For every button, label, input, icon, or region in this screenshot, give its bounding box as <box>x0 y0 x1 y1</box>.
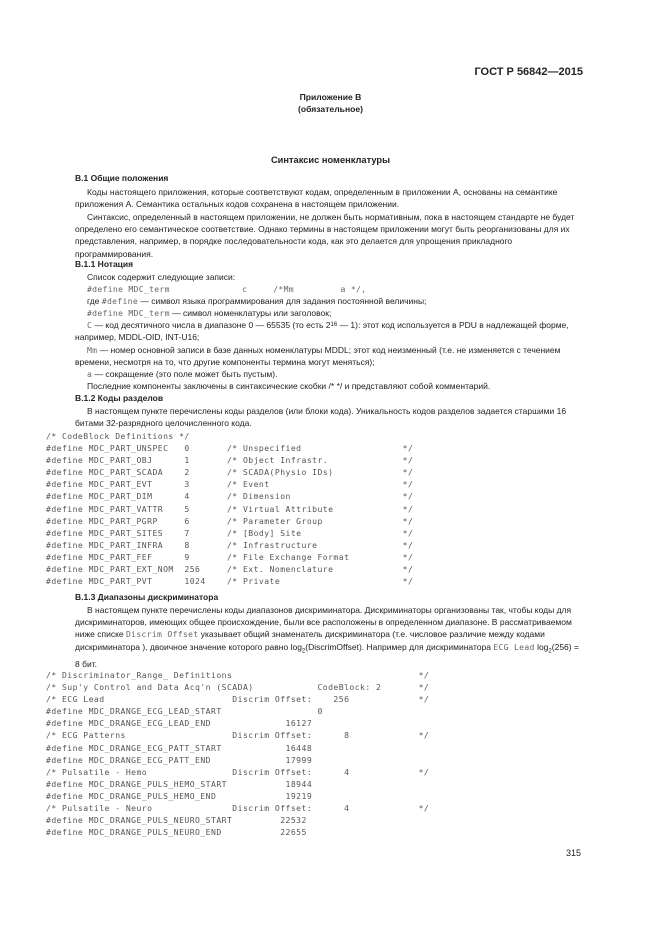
section-title: Синтаксис номенклатуры <box>270 155 391 165</box>
heading-b1: В.1 Общие положения <box>75 173 169 183</box>
code-line: #define MDC_DRANGE_ECG_PATT_END 17999 <box>46 754 313 765</box>
code-line: #define MDC_DRANGE_PULS_HEMO_START 18944 <box>46 778 313 789</box>
code-line: #define MDC_DRANGE_PULS_NEURO_START 22532 <box>46 815 307 826</box>
code-line: /* Sup'y Control and Data Acq'n (SCADA) CodeBlock: 2 */ <box>46 682 430 693</box>
code-define: #define <box>101 296 138 306</box>
code-line: #define MDC_PART_DIM 4 /* Dimension */ <box>46 491 414 502</box>
code-mm: Mm <box>87 345 98 355</box>
code-line: #define MDC_PART_INFRA 8 /* Infrastructure */ <box>46 539 414 550</box>
mm-desc <box>75 344 582 368</box>
code-line: #define MDC_PART_SCADA 2 /* SCADA(Physio IDs) */ <box>46 467 414 478</box>
appendix-status: (обязательное) <box>297 104 364 114</box>
b11-intro: Список содержит следующие записи: <box>87 272 236 282</box>
b13-text-c: (DiscrimOffset). Например для дискриминатора <box>305 641 494 652</box>
code-line: /* CodeBlock Definitions */ <box>46 431 190 441</box>
where-define: где #define — символ языка программирования для задания постоянной величины; <box>87 296 427 306</box>
c-desc-sup: 16 <box>330 322 338 328</box>
b12-paragraph-1: В настоящем пункте перечислены коды разделов (или блоки кода). Уникальность кодов разделов задается старшими 16 битами 32-разрядного целочисленного кода. <box>75 406 567 429</box>
c-desc-text-1: — код десятичного числа в диапазоне 0 — 65535 (то есть 2 <box>92 320 331 330</box>
codeblock-definitions <box>46 430 413 587</box>
code-line: #define MDC_PART_PVT 1024 /* Private */ <box>46 576 414 587</box>
code-line: #define MDC_PART_SITES 7 /* [Body] Site */ <box>46 527 414 538</box>
c-desc-text-2: — 1): этот код используется в PDU в надлежащей форме, например, MDDL-OID, INT-U16; <box>75 320 569 343</box>
b1-paragraph-1: Коды настоящего приложения, которые соответствуют кодам, определенным в приложении А, основаны на семантике приложения А. Семантика остальных кодов сохранена в настоящем приложении. <box>75 187 558 210</box>
mm-desc-text: — номер основной записи в базе данных номенклатуры MDDL; этот код неизменный (т.е. не изменяется с течением времени, несмотря на то, что другие компоненты термина могут меняться); <box>75 345 561 368</box>
code-ecg-lead: ECG Lead <box>493 641 535 652</box>
heading-b12: В.1.2 Коды разделов <box>75 393 164 403</box>
where-define-text: — символ языка программирования для задания постоянной величины; <box>138 296 427 306</box>
code-line: /* Discriminator_Range_ Definitions */ <box>46 670 430 680</box>
code-line: #define MDC_PART_EXT_NOM 256 /* Ext. Nomenclature */ <box>46 564 414 575</box>
b1-paragraph-2: Синтаксис, определенный в настоящем приложении, не должен быть нормативным, пока в настоящем стандарте не будет определено его семантическое соответствие. Однако термины в настоящем приложении могут быть реорганизованы для их представления, например, в порядке последовательности кода, как это делается для упрощения прикладного программирования. <box>75 212 575 259</box>
code-a: a <box>87 369 93 379</box>
b13-text-a: В настоящем пункте перечислены коды диапазонов дискриминатора. Дискриминаторы организованы так, чтобы коды для дискриминаторов, имеющих общее происхождение, были все расположены в определенном диапазоне. В рассматриваемом ниже списке <box>75 605 572 640</box>
heading-b11: В.1.1 Нотация <box>75 259 134 269</box>
appendix-title: Приложение В <box>299 92 362 102</box>
a-desc-text: — сокращение (это поле может быть пустым). <box>92 369 278 379</box>
code-line: /* Pulsatile - Neuro Discrim Offset: 4 */ <box>46 803 430 814</box>
heading-b13: В.1.3 Диапазоны дискриминатора <box>75 592 219 602</box>
b13-text-d: log <box>534 641 549 652</box>
code-line: #define MDC_DRANGE_ECG_PATT_START 16448 <box>46 742 313 753</box>
b13-text-e: (256) = 8 бит. <box>75 641 579 669</box>
c-desc <box>75 319 582 343</box>
code-line: #define MDC_PART_UNSPEC 0 /* Unspecified */ <box>46 443 414 454</box>
b13-sub-1: 2 <box>301 648 306 655</box>
term-desc <box>75 307 582 319</box>
code-line: #define MDC_PART_PGRP 6 /* Parameter Group */ <box>46 515 414 526</box>
code-discrim-offset: Discrim Offset <box>125 629 199 640</box>
b13-sub-2: 2 <box>548 648 552 655</box>
code-line: #define MDC_DRANGE_ECG_LEAD_END 16127 <box>46 718 313 729</box>
page-number: 315 <box>565 848 581 858</box>
code-line: #define MDC_PART_OBJ 1 /* Object Infrastr. */ <box>46 455 414 466</box>
discriminator-ranges <box>46 669 429 838</box>
code-line: #define MDC_DRANGE_PULS_HEMO_END 19219 <box>46 790 313 801</box>
b13-text-b: указывает общий знаменатель дискриминатора (т.е. числовое различие между кодами дискриминатора ), двоичное значение которого равно log <box>75 629 545 652</box>
code-line: /* ECG Lead Discrim Offset: 256 */ <box>46 694 430 705</box>
b11-last: Последние компоненты заключены в синтаксические скобки /* */ и представляют собой комментарий. <box>87 381 491 391</box>
code-term: #define MDC_term <box>87 308 170 318</box>
code-c: C <box>87 320 93 330</box>
b13-paragraph-1 <box>75 604 582 670</box>
a-desc <box>75 368 582 380</box>
code-line: #define MDC_PART_FEF 9 /* File Exchange Format */ <box>46 551 414 562</box>
code-line: #define MDC_DRANGE_ECG_LEAD_START 0 <box>46 706 323 717</box>
code-line: #define MDC_PART_EVT 3 /* Event */ <box>46 479 414 490</box>
document-header: ГОСТ Р 56842—2015 <box>474 66 583 78</box>
term-desc-text: — символ номенклатуры или заголовок; <box>169 308 332 318</box>
code-line: #define MDC_PART_VATTR 5 /* Virtual Attribute */ <box>46 503 414 514</box>
define-syntax-line: #define MDC_term c /*Mm a */, <box>87 284 367 294</box>
code-line: /* ECG Patterns Discrim Offset: 8 */ <box>46 730 430 741</box>
code-line: #define MDC_DRANGE_PULS_NEURO_END 22655 <box>46 827 307 838</box>
code-line: /* Pulsatile - Hemo Discrim Offset: 4 */ <box>46 766 430 777</box>
